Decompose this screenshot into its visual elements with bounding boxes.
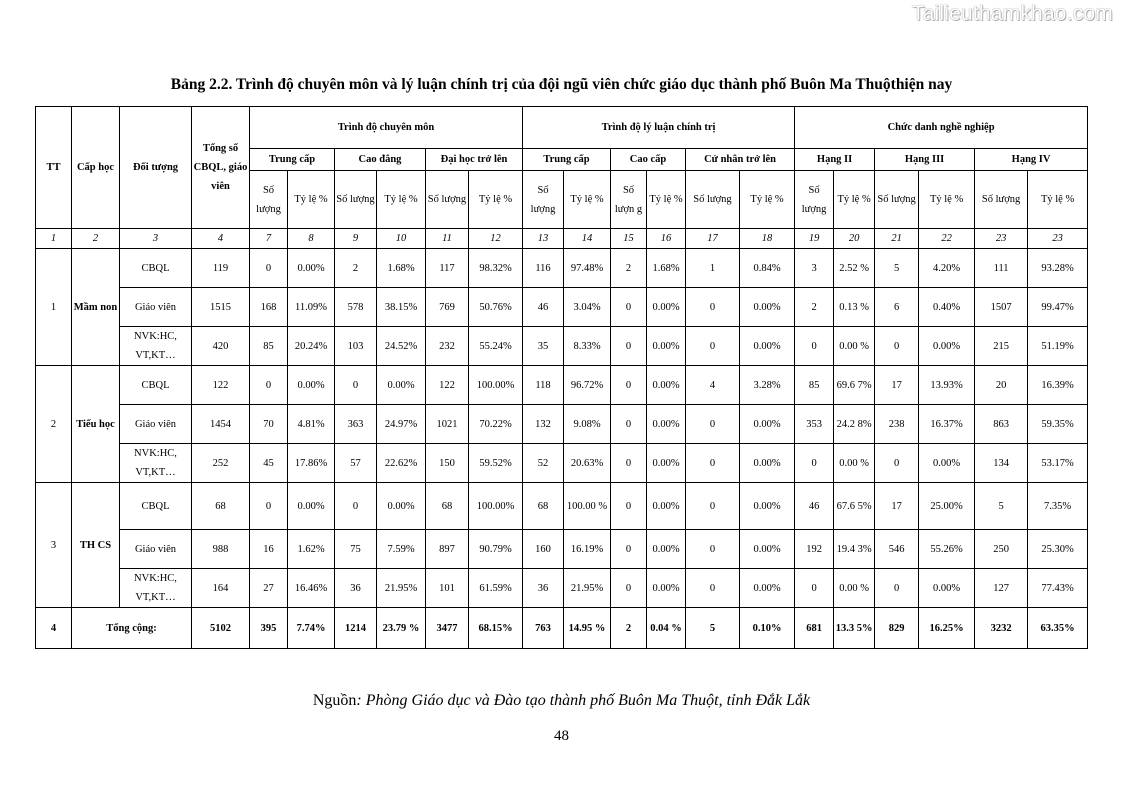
table-cell: 4 [686,366,740,405]
column-number: 12 [469,229,523,249]
table-cell: 25.30% [1028,530,1088,569]
table-cell: 119 [192,249,250,288]
table-cell: 2.52 % [834,249,875,288]
table-cell: 117 [426,249,469,288]
sub-header: Hạng IV [975,149,1088,171]
total-cell: 395 [250,608,288,649]
row-doi-tuong: NVK:HC, VT,KT… [120,444,192,483]
table-row [36,444,1088,483]
table-cell: 98.32% [469,249,523,288]
table-cell: 17 [875,366,919,405]
table-cell: 215 [975,327,1028,366]
table-cell: 0 [875,444,919,483]
table-cell: 21.95% [377,569,426,608]
table-cell: 100.00 % [564,483,611,530]
table-cell: 101 [426,569,469,608]
column-number: 22 [919,229,975,249]
table-cell: 20.63% [564,444,611,483]
row-cap-hoc: TH CS [72,483,120,608]
table-cell: 1.68% [647,249,686,288]
table-cell: 46 [523,288,564,327]
table-cell: 127 [975,569,1028,608]
table-cell: 116 [523,249,564,288]
row-cap-hoc: Mầm non [72,249,120,366]
row-tt: 1 [36,249,72,366]
table-cell: 38.15% [377,288,426,327]
header-chuc-danh: Chức danh nghề nghiệp [795,107,1088,149]
column-number: 3 [120,229,192,249]
column-number: 4 [192,229,250,249]
table-cell: 0 [611,366,647,405]
table-row [36,249,1088,288]
row-tt: 3 [36,483,72,608]
table-cell: 0.00% [288,249,335,288]
table-cell: 70 [250,405,288,444]
table-cell: 7.35% [1028,483,1088,530]
table-cell: 35 [523,327,564,366]
table-cell: 0.00% [647,569,686,608]
table-row [36,569,1088,608]
table-cell: 0 [686,327,740,366]
table-cell: 8.33% [564,327,611,366]
table-cell: 238 [875,405,919,444]
total-cell: 14.95 % [564,608,611,649]
table-cell: 5 [975,483,1028,530]
table-row [36,530,1088,569]
table-cell: 55.26% [919,530,975,569]
column-number: 20 [834,229,875,249]
header-ty-le: Tỷ lệ % [1028,171,1088,229]
table-cell: 0 [250,249,288,288]
header-tt: TT [36,107,72,229]
table-cell: 85 [795,366,834,405]
table-cell: 4.20% [919,249,975,288]
statistics-table [35,106,1088,649]
table-cell: 90.79% [469,530,523,569]
table-cell: 50.76% [469,288,523,327]
table-cell: 20.24% [288,327,335,366]
table-cell: 77.43% [1028,569,1088,608]
table-row [36,288,1088,327]
table-cell: 100.00% [469,483,523,530]
table-cell: 59.35% [1028,405,1088,444]
table-cell: 103 [335,327,377,366]
total-cell: 2 [611,608,647,649]
table-cell: 69.6 7% [834,366,875,405]
table-cell: 0 [611,569,647,608]
table-cell: 0 [795,327,834,366]
table-cell: 22.62% [377,444,426,483]
total-label: Tổng cộng: [72,608,192,649]
table-cell: 70.22% [469,405,523,444]
total-tt: 4 [36,608,72,649]
table-cell: 0.00% [288,483,335,530]
table-cell: 0.00% [919,569,975,608]
table-cell: 122 [192,366,250,405]
table-cell: 4.81% [288,405,335,444]
table-cell: 0 [795,444,834,483]
table-cell: 160 [523,530,564,569]
table-cell: 150 [426,444,469,483]
table-cell: 0.00 % [834,327,875,366]
table-cell: 0 [686,483,740,530]
table-cell: 420 [192,327,250,366]
table-cell: 100.00% [469,366,523,405]
sub-header: Hạng II [795,149,875,171]
sub-header: Đại học trở lên [426,149,523,171]
table-cell: 16.37% [919,405,975,444]
table-cell: 0 [611,405,647,444]
table-cell: 53.17% [1028,444,1088,483]
table-cell: 0.00% [740,483,795,530]
total-cell: 63.35% [1028,608,1088,649]
table-cell: 36 [335,569,377,608]
column-number: 15 [611,229,647,249]
table-cell: 250 [975,530,1028,569]
table-cell: 0.00% [740,444,795,483]
table-cell: 192 [795,530,834,569]
table-cell: 1021 [426,405,469,444]
column-number: 11 [426,229,469,249]
header-ly-luan-chinh-tri: Trình độ lý luận chính trị [523,107,795,149]
column-number: 14 [564,229,611,249]
table-cell: 363 [335,405,377,444]
table-cell: 85 [250,327,288,366]
table-cell: 0 [611,483,647,530]
table-cell: 863 [975,405,1028,444]
column-number: 1 [36,229,72,249]
header-trinh-do-chuyen-mon: Trình độ chuyên môn [250,107,523,149]
header-so-luong: Số lượng [250,171,288,229]
table-cell: 0 [611,288,647,327]
table-cell: 1454 [192,405,250,444]
table-cell: 0.00% [740,530,795,569]
header-so-luong: Số lượng [523,171,564,229]
total-cell: 0.04 % [647,608,686,649]
table-cell: 988 [192,530,250,569]
table-cell: 578 [335,288,377,327]
total-cell: 5102 [192,608,250,649]
header-ty-le: Tỷ lệ % [740,171,795,229]
row-doi-tuong: Giáo viên [120,288,192,327]
table-cell: 0 [686,405,740,444]
table-cell: 67.6 5% [834,483,875,530]
row-doi-tuong: NVK:HC, VT,KT… [120,569,192,608]
table-cell: 0.00% [377,483,426,530]
table-cell: 0 [686,569,740,608]
table-cell: 0 [686,530,740,569]
table-cell: 24.52% [377,327,426,366]
total-cell: 829 [875,608,919,649]
table-cell: 1 [686,249,740,288]
header-so-luong: Số lượn g [611,171,647,229]
table-row [36,327,1088,366]
table-cell: 0.00% [740,288,795,327]
table-cell: 16.39% [1028,366,1088,405]
table-cell: 134 [975,444,1028,483]
sub-header: Trung cấp [523,149,611,171]
table-cell: 6 [875,288,919,327]
table-row [36,366,1088,405]
sub-header: Hạng III [875,149,975,171]
header-so-luong: Số lượng [795,171,834,229]
table-cell: 16.46% [288,569,335,608]
table-cell: 0.13 % [834,288,875,327]
table-cell: 2 [335,249,377,288]
table-cell: 0 [611,327,647,366]
sub-header: Cử nhân trở lên [686,149,795,171]
row-cap-hoc: Tiểu học [72,366,120,483]
total-cell: 3477 [426,608,469,649]
table-cell: 19.4 3% [834,530,875,569]
row-doi-tuong: CBQL [120,366,192,405]
total-cell: 16.25% [919,608,975,649]
total-cell: 1214 [335,608,377,649]
table-cell: 3.28% [740,366,795,405]
table-cell: 0 [875,569,919,608]
total-cell: 763 [523,608,564,649]
column-number: 10 [377,229,426,249]
page-number: 48 [554,728,569,744]
total-cell: 23.79 % [377,608,426,649]
table-cell: 2 [611,249,647,288]
table-cell: 20 [975,366,1028,405]
total-cell: 68.15% [469,608,523,649]
column-number: 8 [288,229,335,249]
table-cell: 93.28% [1028,249,1088,288]
total-cell: 5 [686,608,740,649]
table-cell: 769 [426,288,469,327]
table-row [36,483,1088,530]
table-cell: 0 [686,444,740,483]
row-doi-tuong: NVK:HC, VT,KT… [120,327,192,366]
table-cell: 16 [250,530,288,569]
column-number: 19 [795,229,834,249]
table-cell: 17.86% [288,444,335,483]
table-title: Bảng 2.2. Trình độ chuyên môn và lý luận chính trị của đội ngũ viên chức giáo dục thành phố Buôn Ma Thuộthiện nay [170,76,953,93]
table-cell: 0 [611,444,647,483]
column-number: 2 [72,229,120,249]
column-number: 17 [686,229,740,249]
column-number: 7 [250,229,288,249]
table-cell: 17 [875,483,919,530]
table-cell: 0 [250,366,288,405]
header-ty-le: Tỷ lệ % [288,171,335,229]
table-cell: 59.52% [469,444,523,483]
column-number: 16 [647,229,686,249]
table-cell: 252 [192,444,250,483]
table-row [36,405,1088,444]
table-cell: 1.62% [288,530,335,569]
total-row [36,608,1088,649]
row-doi-tuong: CBQL [120,483,192,530]
sub-header: Trung cấp [250,149,335,171]
table-cell: 3 [795,249,834,288]
table-cell: 0.00% [647,405,686,444]
table-cell: 0.00 % [834,569,875,608]
table-cell: 132 [523,405,564,444]
table-cell: 0.00% [647,327,686,366]
header-ty-le: Tỷ lệ % [834,171,875,229]
table-body [36,107,1088,649]
table-cell: 0 [335,483,377,530]
table-cell: 232 [426,327,469,366]
total-cell: 13.3 5% [834,608,875,649]
table-cell: 0.00% [647,288,686,327]
table-cell: 27 [250,569,288,608]
header-ty-le: Tỷ lệ % [647,171,686,229]
table-cell: 0 [795,569,834,608]
table-cell: 5 [875,249,919,288]
table-cell: 118 [523,366,564,405]
table-cell: 61.59% [469,569,523,608]
table-cell: 13.93% [919,366,975,405]
table-cell: 7.59% [377,530,426,569]
table-cell: 96.72% [564,366,611,405]
header-tong-so: Tổng số CBQL, giáo viên [192,107,250,229]
table-cell: 0 [611,530,647,569]
table-cell: 0.00% [919,327,975,366]
column-number: 23 [975,229,1028,249]
header-ty-le: Tỷ lệ % [919,171,975,229]
table-cell: 168 [250,288,288,327]
table-cell: 0 [686,288,740,327]
table-cell: 0.00% [647,483,686,530]
table-cell: 353 [795,405,834,444]
total-cell: 7.74% [288,608,335,649]
table-cell: 2 [795,288,834,327]
table-cell: 0.00% [919,444,975,483]
header-row-1 [36,107,1088,149]
table-cell: 164 [192,569,250,608]
table-cell: 122 [426,366,469,405]
table-cell: 0.00% [740,405,795,444]
table-cell: 0.40% [919,288,975,327]
table-cell: 1515 [192,288,250,327]
table-cell: 24.2 8% [834,405,875,444]
total-cell: 681 [795,608,834,649]
header-so-luong: Số lượng [686,171,740,229]
header-ty-le: Tỷ lệ % [469,171,523,229]
table-cell: 52 [523,444,564,483]
column-number: 21 [875,229,919,249]
table-cell: 0.00% [377,366,426,405]
table-cell: 75 [335,530,377,569]
total-cell: 3232 [975,608,1028,649]
table-cell: 0.00% [647,530,686,569]
row-doi-tuong: Giáo viên [120,530,192,569]
table-cell: 21.95% [564,569,611,608]
table-cell: 36 [523,569,564,608]
table-cell: 3.04% [564,288,611,327]
table-cell: 9.08% [564,405,611,444]
header-cap-hoc: Cấp học [72,107,120,229]
row-tt: 2 [36,366,72,483]
column-number: 9 [335,229,377,249]
column-number: 18 [740,229,795,249]
table-cell: 1507 [975,288,1028,327]
table-cell: 0.84% [740,249,795,288]
table-cell: 11.09% [288,288,335,327]
table-cell: 51.19% [1028,327,1088,366]
header-so-luong: Số lượng [335,171,377,229]
table-cell: 0 [335,366,377,405]
table-cell: 68 [523,483,564,530]
table-cell: 546 [875,530,919,569]
table-cell: 99.47% [1028,288,1088,327]
table-cell: 68 [192,483,250,530]
table-cell: 55.24% [469,327,523,366]
table-cell: 0 [875,327,919,366]
header-ty-le: Tỷ lệ % [564,171,611,229]
table-cell: 897 [426,530,469,569]
column-number: 23 [1028,229,1088,249]
row-doi-tuong: Giáo viên [120,405,192,444]
column-number: 13 [523,229,564,249]
header-so-luong: Số lượng [426,171,469,229]
table-cell: 24.97% [377,405,426,444]
table-cell: 0.00% [740,327,795,366]
table-cell: 97.48% [564,249,611,288]
table-cell: 68 [426,483,469,530]
sub-header: Cao đẳng [335,149,426,171]
table-cell: 0.00% [647,366,686,405]
table-cell: 46 [795,483,834,530]
source-note: Nguồn: Phòng Giáo dục và Đào tạo thành phố Buôn Ma Thuột, tỉnh Đắk Lắk [312,692,811,709]
row-doi-tuong: CBQL [120,249,192,288]
table-cell: 1.68% [377,249,426,288]
table-cell: 45 [250,444,288,483]
table-cell: 0 [250,483,288,530]
table-cell: 57 [335,444,377,483]
table-cell: 0.00 % [834,444,875,483]
total-cell: 0.10% [740,608,795,649]
table-cell: 16.19% [564,530,611,569]
table-cell: 0.00% [647,444,686,483]
table-cell: 111 [975,249,1028,288]
column-number-row [36,229,1088,249]
header-doi-tuong: Đối tượng [120,107,192,229]
table-cell: 0.00% [288,366,335,405]
sub-header: Cao cấp [611,149,686,171]
table-cell: 0.00% [740,569,795,608]
header-ty-le: Tỷ lệ % [377,171,426,229]
table-cell: 25.00% [919,483,975,530]
header-so-luong: Số lượng [875,171,919,229]
header-so-luong: Số lượng [975,171,1028,229]
watermark: Tailieuthamkhao.com [911,2,1113,25]
